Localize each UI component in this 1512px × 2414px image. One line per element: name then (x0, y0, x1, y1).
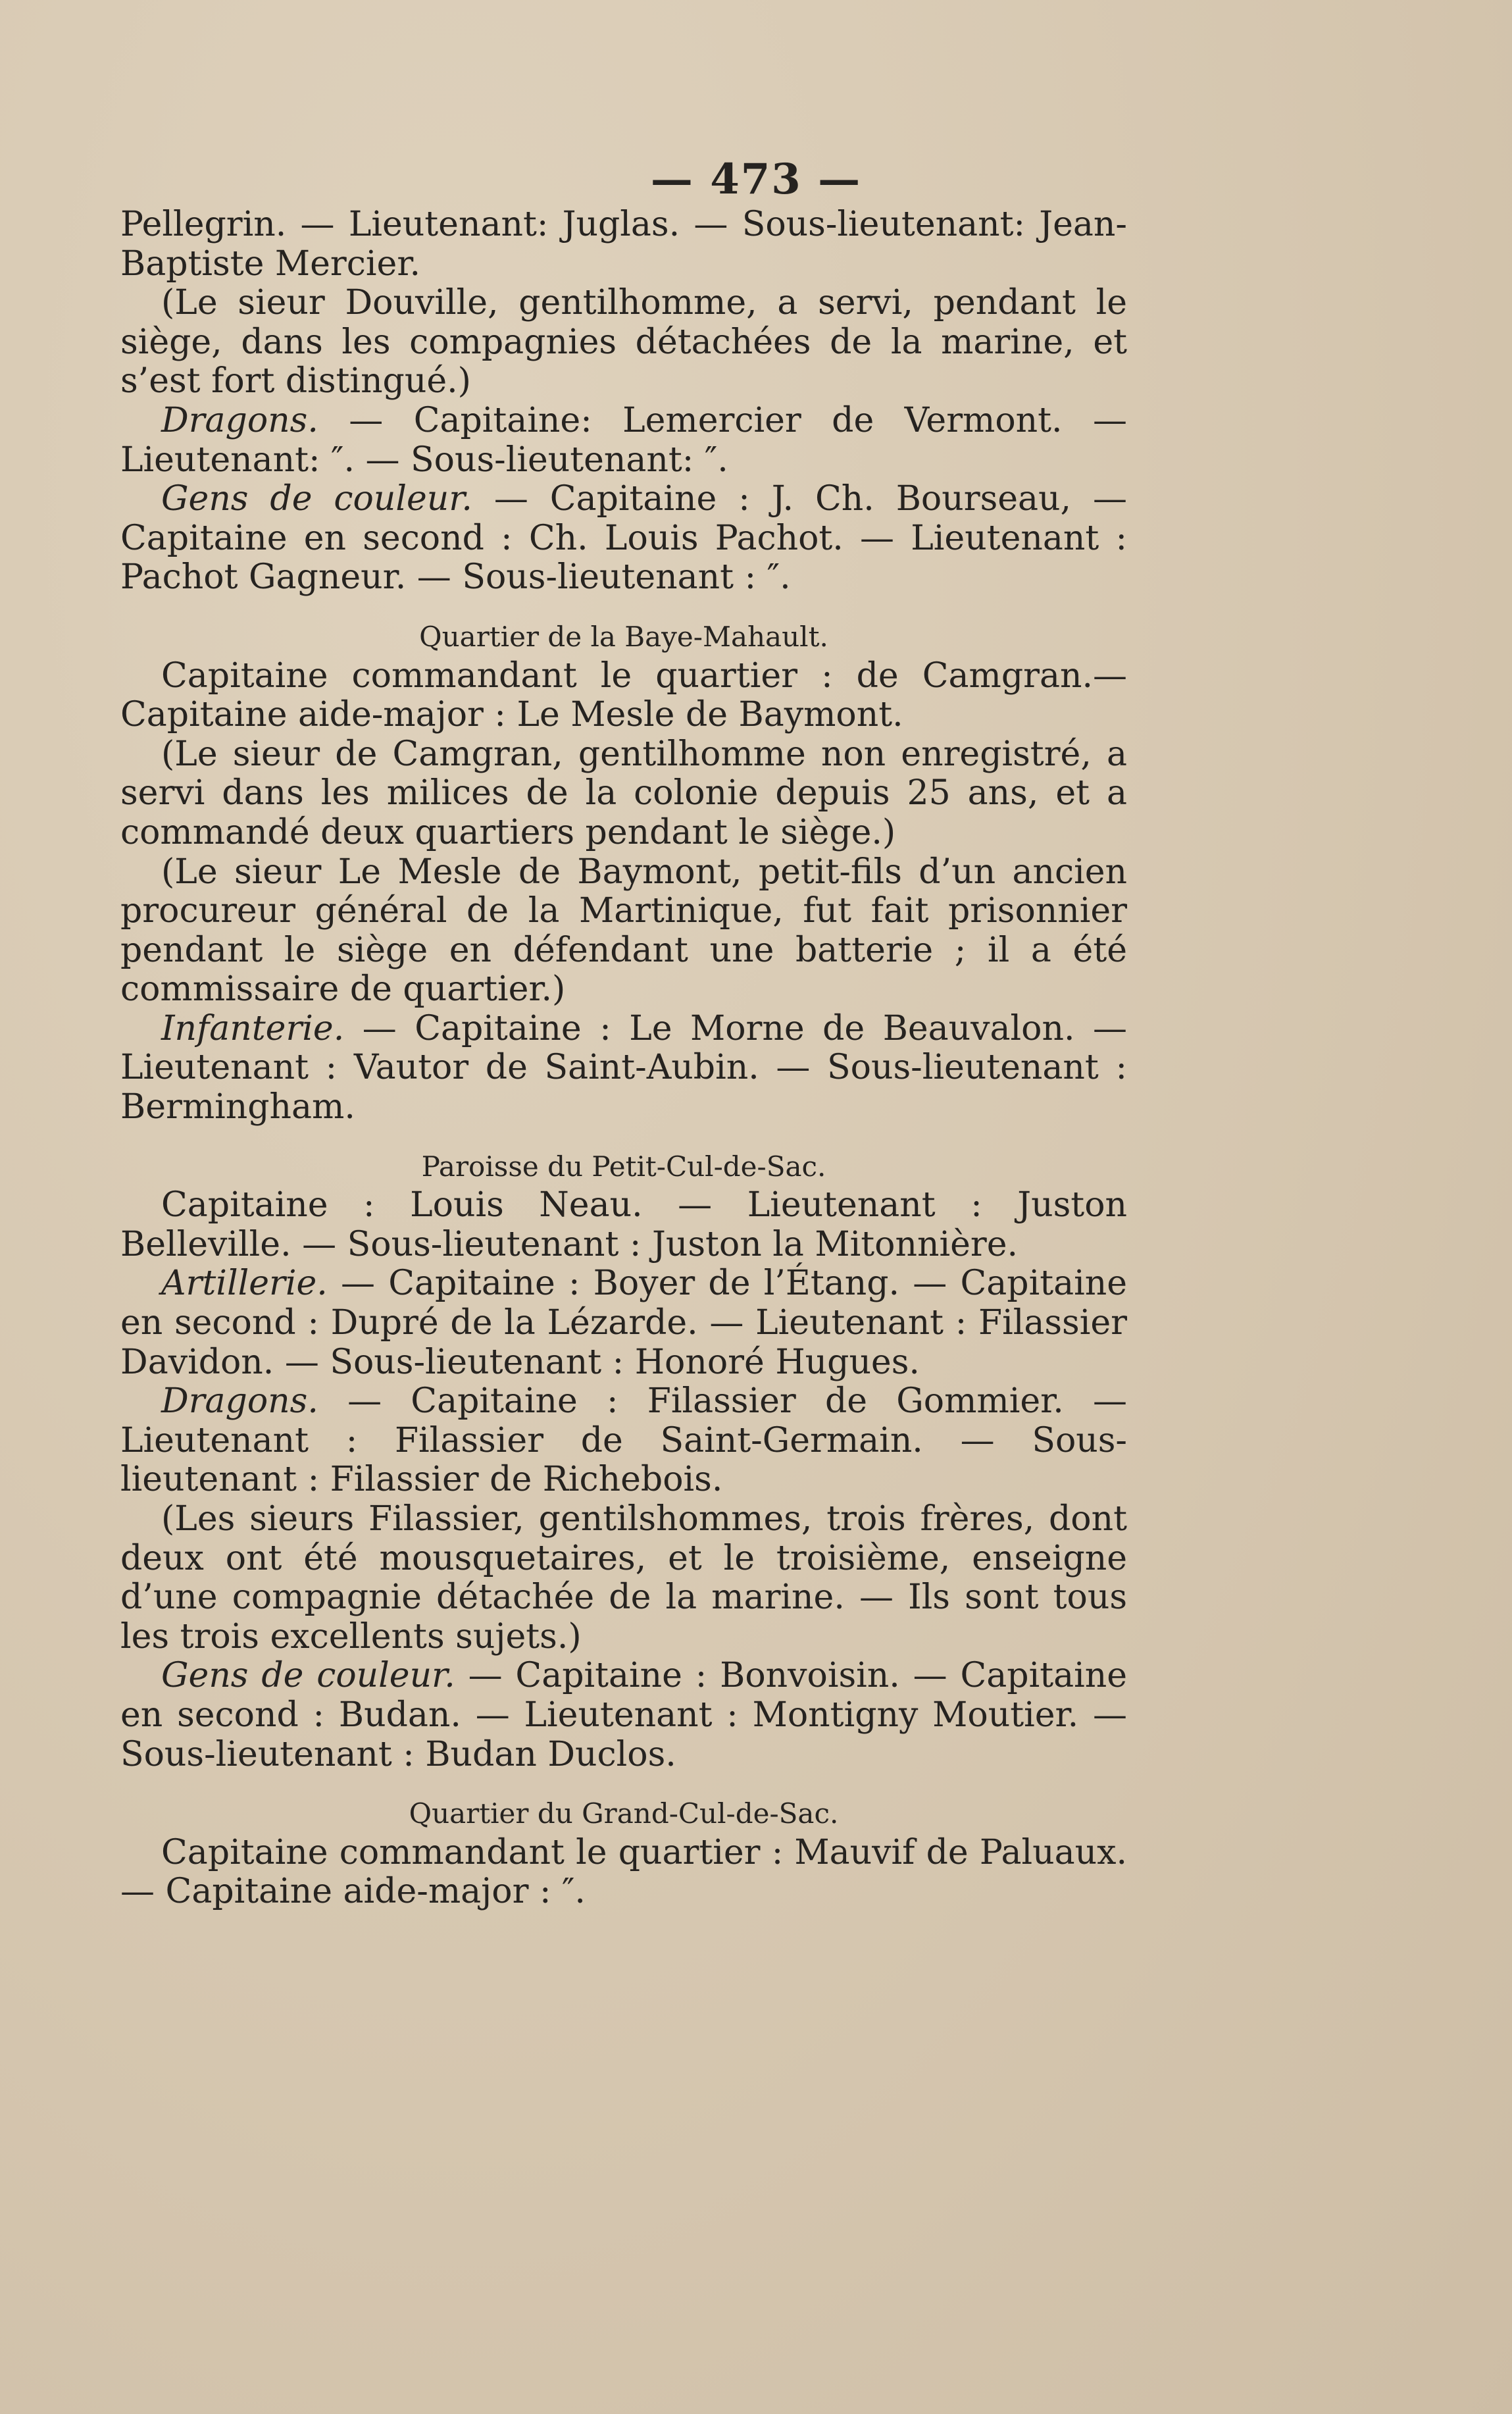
paragraph (120, 1186, 1127, 1264)
paragraph (120, 1264, 1127, 1382)
paragraph (120, 1010, 1127, 1127)
section-label: Infanterie. (161, 1008, 345, 1048)
paragraph (120, 1382, 1127, 1500)
section-label: Gens de couleur. (161, 1656, 455, 1696)
section-label: Dragons. (161, 400, 318, 440)
paragraph-text: (Le sieur Le Mesle de Baymont, petit-fils d’un ancien procureur général de la Martinique, fut fait prisonnier pendant le siège en défendant une batterie ; il a été commissaire de quartier.) (120, 852, 1127, 1010)
paragraph-text: (Le sieur Douville, gentilhomme, a servi, pendant le siège, dans les compagnies détachées de la marine, et s’est fort distingué.) (120, 283, 1127, 401)
paragraph (120, 1656, 1127, 1774)
paragraph-text: — Capitaine : Le Morne de Beauvalon. — Lieutenant : Vautor de Saint-Aubin. — Sous-lieutenant : Bermingham. (120, 1008, 1127, 1127)
paragraph (120, 735, 1127, 853)
paragraph-text: (Les sieurs Filassier, gentilshommes, trois frères, dont deux ont été mousquetaires, et le troisième, enseigne d’une compagnie détachée de la marine. — Ils sont tous les trois excellents sujets.) (120, 1499, 1127, 1656)
page-text (120, 205, 1127, 1912)
paragraph (120, 205, 1127, 284)
paragraph-text: Capitaine : Louis Neau. — Lieutenant : Juston Belleville. — Sous-lieutenant : Juston la Mitonnière. (120, 1185, 1127, 1264)
paragraph (120, 1834, 1127, 1912)
paragraph (120, 480, 1127, 598)
paragraph-text: — Capitaine : Bonvoisin. — Capitaine en second : Budan. — Lieutenant : Montigny Moutier. — Sous-lieutenant : Budan Duclos. (120, 1656, 1127, 1774)
paragraph-text: — Capitaine : Boyer de l’Étang. — Capitaine en second : Dupré de la Lézarde. — Lieutenant : Filassier Davidon. — Sous-lieutenant : Honoré Hugues. (120, 1264, 1127, 1382)
paragraph (120, 853, 1127, 1010)
paragraph-text: Pellegrin. — Lieutenant: Juglas. — Sous-lieutenant: Jean-Baptiste Mercier. (120, 205, 1127, 284)
paragraph (120, 284, 1127, 401)
section-heading: Quartier de la Baye-Mahault. (419, 620, 828, 653)
paragraph-text: (Le sieur de Camgran, gentilhomme non enregistré, a servi dans les milices de la colonie depuis 25 ans, et a commandé deux quartiers pendant le siège.) (120, 734, 1127, 852)
paragraph (120, 657, 1127, 735)
paragraph-text: — Capitaine : Filassier de Gommier. — Lieutenant : Filassier de Saint-Germain. — Sous-lieutenant : Filassier de Richebois. (120, 1381, 1127, 1500)
section-heading: Quartier du Grand-Cul-de-Sac. (409, 1797, 839, 1830)
paragraph (120, 401, 1127, 480)
paragraph (120, 1500, 1127, 1656)
paragraph-text: Capitaine commandant le quartier : de Camgran.— Capitaine aide-major : Le Mesle de Baymont. (120, 655, 1127, 735)
paragraph-text: Capitaine commandant le quartier : Mauvif de Paluaux. — Capitaine aide-major : ″. (120, 1832, 1127, 1912)
section-label: Gens de couleur. (161, 479, 472, 519)
page-number: — 473 — (650, 155, 862, 204)
paragraph-text: — Capitaine : J. Ch. Bourseau, — Capitaine en second : Ch. Louis Pachot. — Lieutenant : Pachot Gagneur. — Sous-lieutenant : ″. (120, 479, 1127, 598)
section-heading: Paroisse du Petit-Cul-de-Sac. (421, 1150, 826, 1183)
section-label: Artillerie. (161, 1264, 328, 1304)
paragraph-text: — Capitaine: Lemercier de Vermont. — Lieutenant: ″. — Sous-lieutenant: ″. (120, 400, 1127, 480)
section-label: Dragons. (161, 1381, 318, 1422)
